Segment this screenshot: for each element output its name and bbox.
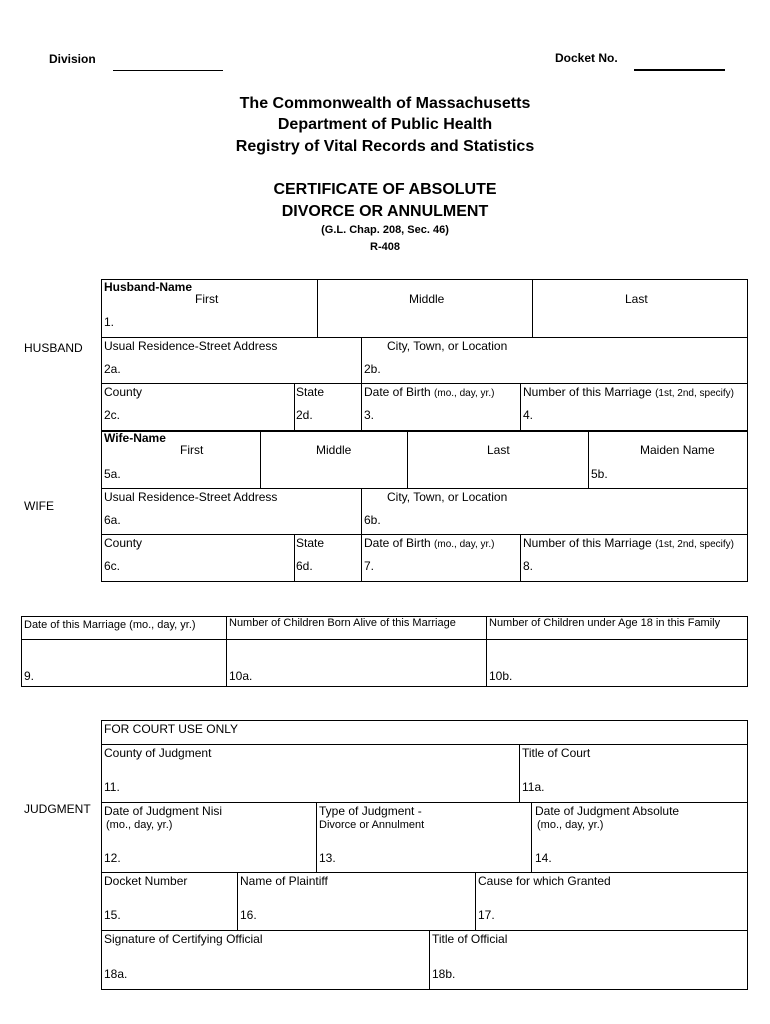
husband-county-label: County xyxy=(104,385,143,399)
husband-state-field[interactable] xyxy=(315,402,359,428)
judgment-nisi-hint: (mo., day, yr.) xyxy=(106,819,173,831)
plaintiff-field[interactable] xyxy=(260,892,473,928)
county-of-judgment-field[interactable] xyxy=(120,764,517,800)
husband-name-heading: Husband-Name xyxy=(104,280,193,294)
husband-state-label: State xyxy=(296,385,325,399)
official-title-label: Title of Official xyxy=(432,932,508,946)
wife-marriage-number-label-text: Number of this Marriage xyxy=(523,536,652,550)
docket-label: Docket No. xyxy=(555,51,618,65)
docket-number-field[interactable] xyxy=(124,892,235,928)
husband-first-label: First xyxy=(195,292,219,306)
wife-dob-field[interactable] xyxy=(376,553,518,580)
husband-marriage-number-label-text: Number of this Marriage xyxy=(523,385,652,399)
form-number: R-408 xyxy=(370,241,400,253)
wife-city-field[interactable] xyxy=(385,507,746,532)
field-number-7: 7. xyxy=(364,559,375,573)
rule xyxy=(429,930,430,990)
husband-dob-hint: (mo., day, yr.) xyxy=(434,388,495,399)
wife-side-label: WIFE xyxy=(24,499,54,513)
husband-marriage-number-field[interactable] xyxy=(535,402,746,428)
field-number-16: 16. xyxy=(240,908,257,922)
judgment-side-label: JUDGMENT xyxy=(24,802,91,816)
judgment-type-label: Type of Judgment - xyxy=(319,804,422,818)
rule xyxy=(317,279,318,337)
field-number-10a: 10a. xyxy=(229,669,253,683)
marriage-date-field[interactable] xyxy=(40,641,224,685)
judgment-absolute-hint: (mo., day, yr.) xyxy=(537,819,604,831)
field-number-6d: 6d. xyxy=(296,559,313,573)
rule xyxy=(101,430,748,432)
field-number-11: 11. xyxy=(104,780,120,794)
field-number-2b: 2b. xyxy=(364,362,381,376)
rule xyxy=(101,930,748,931)
field-number-2d: 2d. xyxy=(296,408,313,422)
official-title-field[interactable] xyxy=(458,950,746,988)
children-under18-field[interactable] xyxy=(516,641,746,685)
signature-label: Signature of Certifying Official xyxy=(104,932,263,946)
rule xyxy=(294,383,295,430)
husband-first-name-field[interactable] xyxy=(118,308,315,335)
husband-city-field[interactable] xyxy=(385,356,746,381)
field-number-5a: 5a. xyxy=(104,467,121,481)
rule xyxy=(237,872,238,930)
rule xyxy=(361,488,362,582)
statute-reference: (G.L. Chap. 208, Sec. 46) xyxy=(321,224,449,236)
husband-county-field[interactable] xyxy=(122,402,292,428)
certificate-title-line1: CERTIFICATE OF ABSOLUTE xyxy=(273,181,497,198)
wife-name-heading: Wife-Name xyxy=(104,431,166,445)
county-of-judgment-label: County of Judgment xyxy=(104,746,212,760)
wife-state-label: State xyxy=(296,536,325,550)
title-of-court-field[interactable] xyxy=(548,764,746,800)
husband-marriage-number-label xyxy=(523,386,734,399)
rule xyxy=(519,744,520,802)
husband-last-name-field[interactable] xyxy=(534,308,746,335)
wife-county-field[interactable] xyxy=(122,553,292,580)
division-label: Division xyxy=(49,52,96,66)
wife-marriage-number-label xyxy=(523,537,734,550)
wife-dob-label-text: Date of Birth xyxy=(364,536,431,550)
judgment-type-hint: Divorce or Annulment xyxy=(319,819,425,831)
wife-last-label: Last xyxy=(487,443,510,457)
rule xyxy=(486,616,487,687)
wife-last-name-field[interactable] xyxy=(409,460,586,486)
field-number-18b: 18b. xyxy=(432,967,456,981)
docket-number-label: Docket Number xyxy=(104,874,188,888)
field-number-9: 9. xyxy=(24,669,35,683)
wife-state-field[interactable] xyxy=(315,553,359,580)
rule xyxy=(294,534,295,582)
husband-dob-label xyxy=(364,386,494,399)
husband-dob-label-text: Date of Birth xyxy=(364,385,431,399)
wife-maiden-label: Maiden Name xyxy=(640,443,715,457)
plaintiff-label: Name of Plaintiff xyxy=(240,874,328,888)
wife-first-label: First xyxy=(180,443,204,457)
husband-middle-label: Middle xyxy=(409,292,445,306)
children-born-label: Number of Children Born Alive of this Marriage xyxy=(229,617,456,629)
husband-city-label: City, Town, or Location xyxy=(387,339,508,353)
rule xyxy=(531,802,532,872)
field-number-1: 1. xyxy=(104,315,115,329)
rule xyxy=(260,430,261,488)
husband-marriage-number-hint: (1st, 2nd, specify) xyxy=(655,388,734,399)
wife-middle-label: Middle xyxy=(316,443,352,457)
children-born-field[interactable] xyxy=(256,641,484,685)
wife-county-label: County xyxy=(104,536,143,550)
rule xyxy=(101,534,748,535)
field-number-6b: 6b. xyxy=(364,513,381,527)
children-under18-label: Number of Children under Age 18 in this Family xyxy=(489,617,721,629)
judgment-nisi-field[interactable] xyxy=(122,836,314,870)
field-number-8: 8. xyxy=(523,559,534,573)
judgment-absolute-field[interactable] xyxy=(553,836,746,870)
field-number-4: 4. xyxy=(523,408,534,422)
docket-field[interactable] xyxy=(634,53,725,68)
field-number-6a: 6a. xyxy=(104,513,121,527)
husband-side-label: HUSBAND xyxy=(24,341,83,355)
husband-dob-field[interactable] xyxy=(376,402,518,428)
rule xyxy=(475,872,476,930)
field-number-5b: 5b. xyxy=(591,467,608,481)
rule xyxy=(101,744,748,745)
signature-field[interactable] xyxy=(130,950,427,988)
rule xyxy=(101,802,748,803)
rule xyxy=(520,383,521,430)
certificate-title-line2: DIVORCE OR ANNULMENT xyxy=(281,203,489,220)
husband-last-label: Last xyxy=(625,292,648,306)
judgment-nisi-label: Date of Judgment Nisi xyxy=(104,804,223,818)
header-title-commonwealth: The Commonwealth of Massachusetts xyxy=(239,95,531,112)
husband-residence-label: Usual Residence-Street Address xyxy=(104,339,278,353)
rule xyxy=(361,337,362,430)
wife-residence-field[interactable] xyxy=(125,507,359,532)
rule xyxy=(101,488,748,489)
field-number-18a: 18a. xyxy=(104,967,128,981)
wife-dob-hint: (mo., day, yr.) xyxy=(434,539,495,550)
field-number-2a: 2a. xyxy=(104,362,121,376)
field-number-13: 13. xyxy=(319,851,336,865)
title-of-court-label: Title of Court xyxy=(522,746,591,760)
marriage-date-label: Date of this Marriage (mo., day, yr.) xyxy=(24,619,196,631)
field-number-6c: 6c. xyxy=(104,559,121,573)
wife-first-name-field[interactable] xyxy=(125,460,258,486)
court-use-label: FOR COURT USE ONLY xyxy=(104,722,239,736)
rule xyxy=(226,616,227,687)
rule xyxy=(101,383,748,384)
rule xyxy=(532,279,533,337)
cause-granted-field[interactable] xyxy=(498,892,746,928)
division-field[interactable] xyxy=(113,54,223,69)
husband-residence-field[interactable] xyxy=(125,356,359,381)
division-line xyxy=(113,70,223,71)
wife-city-label: City, Town, or Location xyxy=(387,490,508,504)
rule xyxy=(520,534,521,582)
field-number-15: 15. xyxy=(104,908,121,922)
wife-maiden-name-field[interactable] xyxy=(612,460,746,486)
wife-marriage-number-hint: (1st, 2nd, specify) xyxy=(655,539,734,550)
header-title-department: Department of Public Health xyxy=(277,116,493,133)
rule xyxy=(101,337,748,338)
rule xyxy=(101,872,748,873)
field-number-17: 17. xyxy=(478,908,495,922)
docket-line xyxy=(634,69,725,71)
husband-middle-name-field[interactable] xyxy=(319,308,530,335)
field-number-2c: 2c. xyxy=(104,408,121,422)
field-number-14: 14. xyxy=(535,851,552,865)
wife-middle-name-field[interactable] xyxy=(262,460,405,486)
rule xyxy=(407,430,408,488)
rule xyxy=(21,639,748,640)
field-number-3: 3. xyxy=(364,408,375,422)
field-number-12: 12. xyxy=(104,851,121,865)
rule xyxy=(588,430,589,488)
field-number-11a: 11a. xyxy=(522,780,545,794)
wife-dob-label xyxy=(364,537,494,550)
field-number-10b: 10b. xyxy=(489,669,513,683)
cause-granted-label: Cause for which Granted xyxy=(478,874,611,888)
judgment-absolute-label: Date of Judgment Absolute xyxy=(535,804,680,818)
wife-marriage-number-field[interactable] xyxy=(535,553,746,580)
rule xyxy=(316,802,317,872)
judgment-type-field[interactable] xyxy=(337,836,529,870)
wife-residence-label: Usual Residence-Street Address xyxy=(104,490,278,504)
header-title-registry: Registry of Vital Records and Statistics xyxy=(235,138,535,155)
